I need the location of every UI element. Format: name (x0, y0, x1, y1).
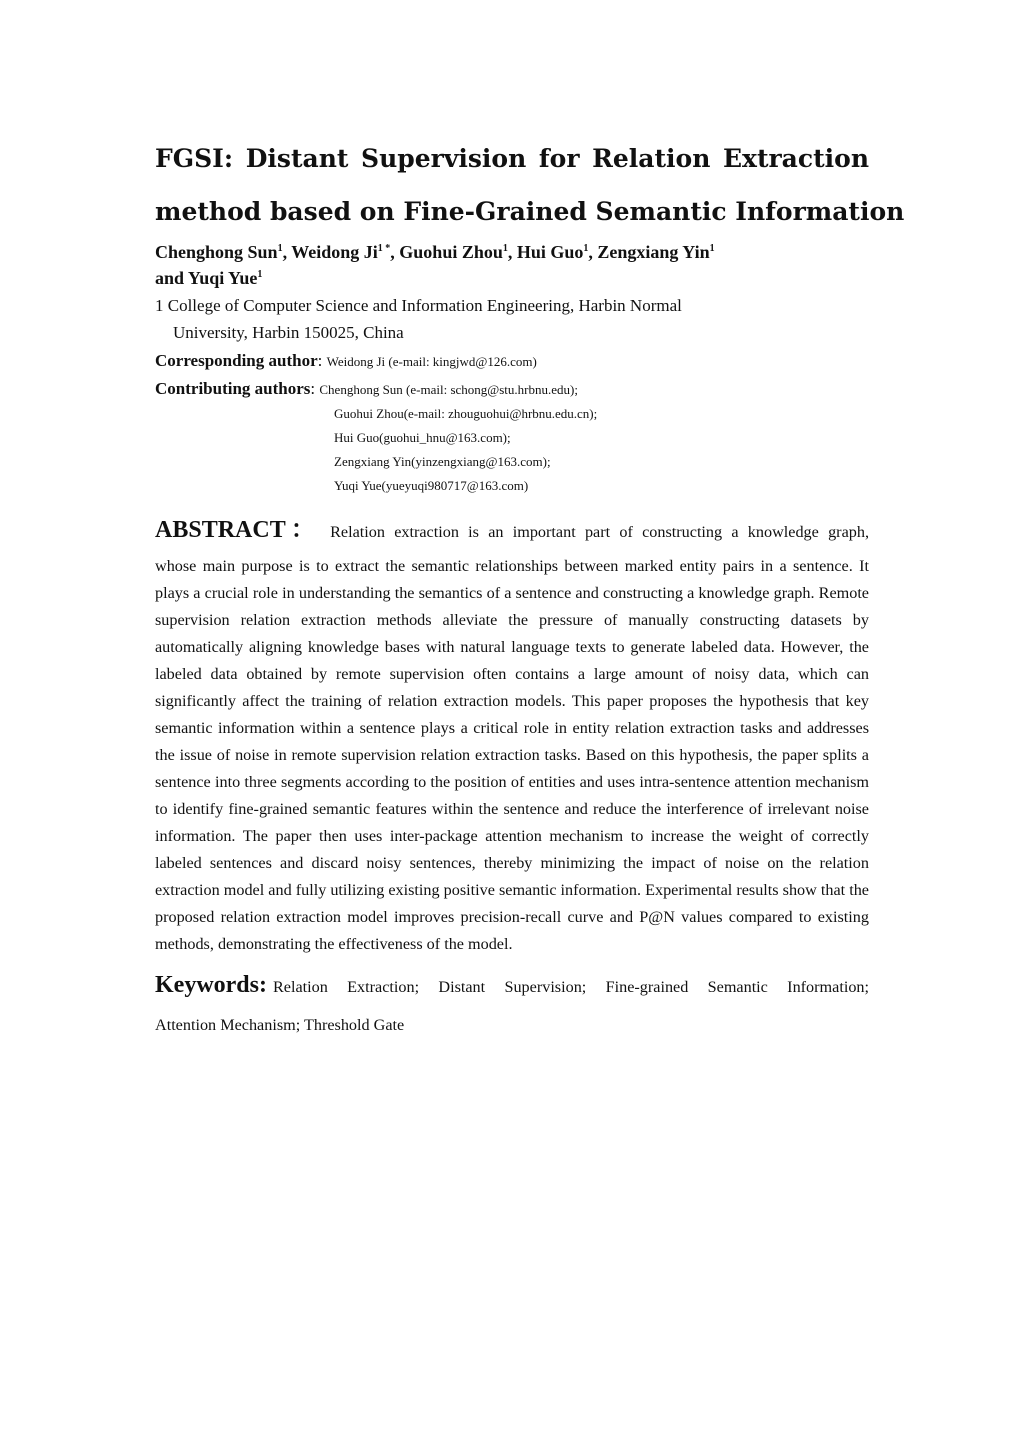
author-name: Hui Guo (516, 242, 584, 262)
keywords-first-text: Relation Extraction; Distant Supervision; Fine-grained Semantic Information; (272, 978, 869, 996)
keywords-heading: Keywords: (155, 972, 267, 998)
contributing-author-entry: Zengxiang Yin(yinzengxiang@163.com); (334, 454, 551, 469)
abstract-first-line (155, 512, 869, 550)
contributing-author-entry: Chenghong Sun (e-mail: schong@stu.hrbnu.edu); (319, 382, 578, 397)
contributing-authors-colon: : (310, 379, 320, 398)
contributing-author-entry: Yuqi Yue(yueyuqi980717@163.com) (334, 478, 529, 493)
author-name: Chenghong Sun (155, 242, 278, 262)
paper-page (155, 132, 905, 1043)
affiliation (155, 292, 869, 346)
keywords-rest: Attention Mechanism; Threshold Gate (155, 1016, 405, 1034)
author-line-1 (155, 239, 869, 265)
author-affiliation-mark: 1 * (377, 243, 391, 254)
contributing-authors-label: Contributing authors (155, 379, 311, 398)
author-name: and Yuqi Yue (155, 268, 258, 288)
author-separator: , (588, 242, 598, 262)
author-name: Guohui Zhou (399, 242, 503, 262)
corresponding-author-colon: : (317, 351, 327, 370)
author-separator: , (282, 242, 292, 262)
author-name: Weidong Ji (291, 242, 378, 262)
contributing-authors (155, 377, 869, 402)
contributing-author-entry: Hui Guo(guohui_hnu@163.com); (334, 430, 511, 445)
author-affiliation-mark: 1 (583, 243, 589, 254)
abstract-body: whose main purpose is to extract the semantic relationships between marked entity pairs in a sentence. It plays a crucial role in understanding the semantics of a sentence and constructing a knowledge graph. Remote supervision relation extraction methods alleviate the pressure of manually constructing datasets by automatically aligning knowledge bases with natural language texts to generate labeled data. However, the labeled data obtained by remote supervision often contains a large amount of noisy data, which can significantly affect the training of relation extraction models. This paper proposes the hypothesis that key semantic information within a sentence plays a critical role in entity relation extraction tasks and addresses the issue of noise in remote supervision relation extraction tasks. Based on this hypothesis, the paper splits a sentence into three segments according to the position of entities and uses intra-sentence attention mechanism to identify fine-grained semantic features within the sentence and reduce the interference of irrelevant noise information. The paper then uses inter-package attention mechanism to increase the weight of correctly labeled sentences and discard noisy sentences, thereby minimizing the impact of noise on the relation extraction model and fully utilizing existing positive semantic information. Experimental results show that the proposed relation extraction model improves precision-recall curve and P@N values compared to existing methods, demonstrating the effectiveness of the model. (155, 557, 869, 953)
affiliation-line-1: 1 College of Computer Science and Information Engineering, Harbin Normal (155, 296, 682, 315)
corresponding-author-label: Corresponding author (155, 351, 318, 370)
paper-title-line-2: method based on Fine-Grained Semantic Information (155, 197, 905, 226)
corresponding-author (155, 349, 869, 374)
abstract-first-text: Relation extraction is an important part of constructing a knowledge graph, (330, 523, 869, 541)
author-separator: , (390, 242, 400, 262)
author-separator: , (507, 242, 517, 262)
author-line-2 (155, 265, 869, 291)
abstract-section (155, 512, 869, 958)
author-list (155, 239, 869, 291)
contributing-author-list (334, 402, 869, 498)
author-affiliation-mark: 1 (502, 243, 508, 254)
author-affiliation-mark: 1 (257, 269, 263, 280)
author-name: Zengxiang Yin (597, 242, 710, 262)
author-affiliation-mark: 1 (277, 243, 283, 254)
author-affiliation-mark: 1 (709, 243, 715, 254)
affiliation-line-2: University, Harbin 150025, China (173, 323, 404, 342)
corresponding-author-value: Weidong Ji (e-mail: kingjwd@126.com) (326, 354, 537, 369)
contributing-author-entry: Guohui Zhou(e-mail: zhouguohui@hrbnu.edu.cn); (334, 406, 598, 421)
keywords-section (155, 967, 869, 1043)
keywords-first-line (155, 967, 869, 1005)
paper-title-line-1: FGSI: Distant Supervision for Relation Extraction (155, 144, 869, 173)
abstract-heading: ABSTRACT： (155, 517, 321, 543)
